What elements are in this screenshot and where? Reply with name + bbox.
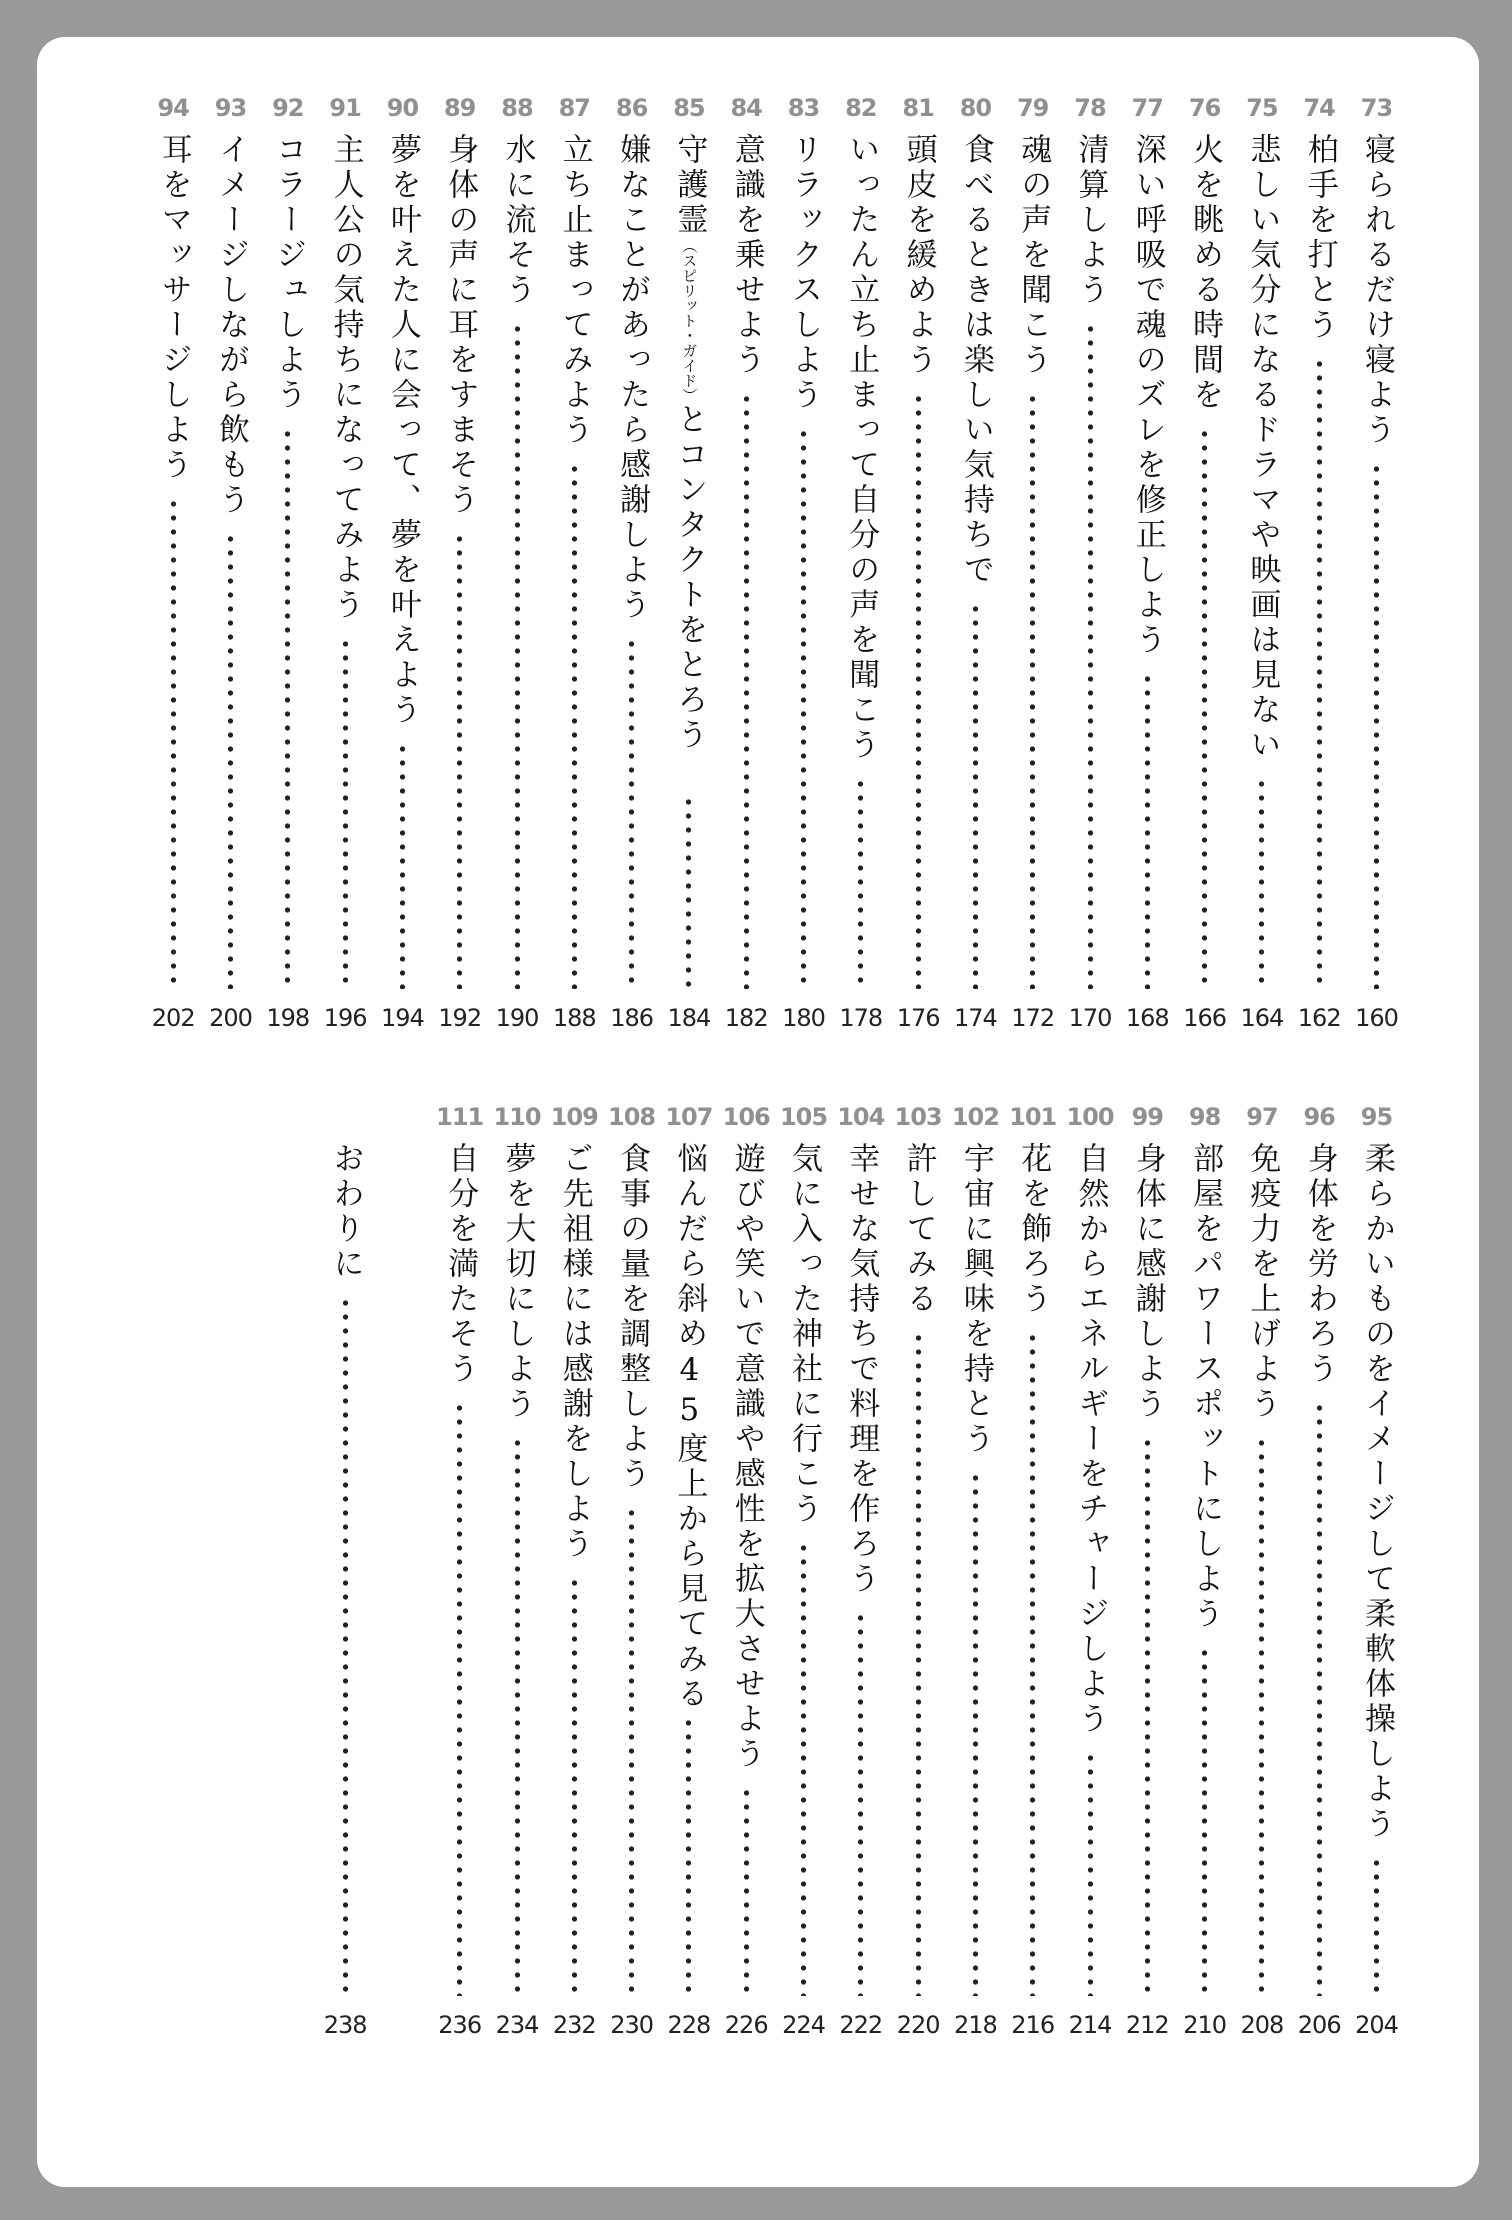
chapter-number: 102 bbox=[951, 1103, 999, 1131]
chapter-title-text: 夢を大切にしよう bbox=[499, 1142, 536, 1422]
toc-entry[interactable] bbox=[489, 93, 546, 1035]
chapter-number: 86 bbox=[615, 94, 648, 122]
chapter-number: 96 bbox=[1303, 1103, 1335, 1131]
chapter-title bbox=[1233, 1142, 1290, 1422]
chapter-title-text: 免疫力を上げよう bbox=[1244, 1142, 1281, 1422]
toc-entry[interactable] bbox=[1119, 1102, 1176, 2042]
toc-entry[interactable] bbox=[202, 93, 259, 1035]
dot-leader bbox=[1028, 1331, 1037, 1996]
dot-leader bbox=[1086, 1751, 1095, 1996]
chapter-title-text: 身体の声に耳をすまそう bbox=[442, 133, 479, 518]
chapter-title bbox=[1291, 133, 1348, 343]
chapter-title-text: 柏手を打とう bbox=[1301, 133, 1338, 343]
chapter-title bbox=[145, 133, 202, 483]
chapter-title bbox=[489, 1142, 546, 1422]
chapter-title-text: 自分を満たそう bbox=[442, 1142, 479, 1387]
toc-entry[interactable] bbox=[947, 1102, 1004, 2042]
page-number: 230 bbox=[610, 2011, 653, 2039]
dot-leader bbox=[570, 1576, 579, 1996]
page-number: 176 bbox=[896, 1004, 940, 1032]
chapter-title bbox=[431, 133, 488, 518]
dot-leader bbox=[856, 777, 865, 989]
chapter-number: 87 bbox=[558, 94, 590, 122]
chapter-title bbox=[317, 133, 374, 623]
chapter-number: 74 bbox=[1303, 94, 1335, 122]
page-number: 224 bbox=[782, 2011, 825, 2039]
chapter-title-text: 食事の量を調整しよう bbox=[614, 1142, 651, 1492]
chapter-title bbox=[1004, 1142, 1061, 1317]
page-number: 190 bbox=[495, 1004, 539, 1032]
page-number: 172 bbox=[1011, 1004, 1055, 1032]
chapter-title bbox=[603, 133, 660, 623]
chapter-title-text: 水に流そう bbox=[499, 133, 536, 308]
dot-leader bbox=[742, 392, 751, 989]
chapter-title bbox=[259, 133, 316, 413]
page-number: 184 bbox=[667, 1004, 711, 1032]
chapter-title-text: 柔らかいものをイメージして柔軟体操しよう bbox=[1359, 1142, 1395, 1842]
dot-leader bbox=[799, 427, 808, 989]
toc-entry[interactable] bbox=[1348, 1102, 1405, 2042]
chapter-number: 76 bbox=[1188, 94, 1221, 122]
chapter-title-text: 悲しい気分になるドラマや映画は見ない bbox=[1244, 133, 1281, 763]
dot-leader bbox=[513, 322, 522, 989]
toc-entry[interactable] bbox=[1062, 93, 1119, 1035]
toc-entry[interactable] bbox=[1291, 93, 1348, 1035]
page-number: 232 bbox=[552, 2011, 596, 2039]
page-number: 170 bbox=[1068, 1004, 1112, 1032]
toc-entry[interactable] bbox=[660, 1102, 717, 2042]
chapter-title bbox=[775, 1142, 832, 1527]
dot-leader bbox=[1200, 1646, 1209, 1996]
chapter-number: 88 bbox=[501, 94, 533, 122]
chapter-title-text: 悩んだら斜め45度上から見てみる bbox=[671, 1142, 708, 1712]
dot-leader bbox=[398, 742, 407, 989]
chapter-title-text: いったん立ち止まって自分の声を聞こう bbox=[843, 133, 880, 763]
toc-entry[interactable] bbox=[259, 93, 316, 1035]
dot-leader bbox=[341, 637, 350, 989]
page-number: 208 bbox=[1240, 2011, 1284, 2039]
chapter-number: 79 bbox=[1016, 94, 1049, 122]
chapter-title-text: 許してみる bbox=[900, 1142, 937, 1317]
chapter-title bbox=[1062, 133, 1119, 308]
chapter-title bbox=[374, 133, 431, 728]
chapter-title bbox=[947, 1142, 1004, 1457]
chapter-number: 95 bbox=[1360, 1103, 1393, 1131]
dot-leader bbox=[1086, 322, 1095, 989]
chapter-number: 104 bbox=[837, 1103, 885, 1131]
page-number: 168 bbox=[1125, 1004, 1169, 1032]
chapter-title-text-rest: とコンタクトをとろう bbox=[671, 403, 708, 753]
page-number: 196 bbox=[323, 1004, 367, 1032]
page-number: 164 bbox=[1240, 1004, 1284, 1032]
toc-entry[interactable] bbox=[890, 1102, 947, 2042]
chapter-title-text: 身体を労わろう bbox=[1301, 1142, 1338, 1387]
page-number: 202 bbox=[151, 1004, 195, 1032]
chapter-title bbox=[1119, 1142, 1176, 1422]
chapter-number: 75 bbox=[1246, 94, 1278, 122]
chapter-number: 98 bbox=[1188, 1103, 1221, 1131]
dot-leader bbox=[684, 1716, 693, 1996]
chapter-title bbox=[489, 133, 546, 308]
chapter-number: 97 bbox=[1246, 1103, 1278, 1131]
chapter-title bbox=[660, 1142, 717, 1712]
chapter-title-ruby: （スピリット・ガイド） bbox=[680, 238, 699, 403]
chapter-title bbox=[1176, 133, 1233, 413]
chapter-number: 90 bbox=[386, 94, 419, 122]
page-number: 234 bbox=[495, 2011, 539, 2039]
chapter-title bbox=[718, 1142, 775, 1772]
chapter-number: 103 bbox=[894, 1103, 942, 1131]
chapter-title-text: ご先祖様には感謝をしよう bbox=[556, 1142, 593, 1562]
toc-entry[interactable] bbox=[718, 1102, 775, 2042]
dot-leader bbox=[914, 1331, 923, 1996]
dot-leader bbox=[570, 462, 579, 989]
chapter-number: 91 bbox=[329, 94, 361, 122]
page-number: 192 bbox=[438, 1004, 482, 1032]
toc-entry[interactable] bbox=[603, 1102, 660, 2042]
dot-leader bbox=[455, 1401, 464, 1996]
page-number: 198 bbox=[266, 1004, 310, 1032]
chapter-title bbox=[1348, 133, 1405, 448]
dot-leader bbox=[1143, 1436, 1152, 1996]
page-number: 166 bbox=[1183, 1004, 1226, 1032]
page-number: 182 bbox=[724, 1004, 768, 1032]
chapter-number: 84 bbox=[730, 94, 762, 122]
chapter-title bbox=[546, 1142, 603, 1562]
chapter-title bbox=[775, 133, 832, 413]
chapter-title bbox=[431, 1142, 488, 1387]
dot-leader bbox=[513, 1436, 522, 1996]
toc-entry[interactable] bbox=[1291, 1102, 1348, 2042]
toc-closing-entry[interactable] bbox=[317, 1102, 374, 2042]
chapter-title bbox=[1348, 1142, 1405, 1842]
chapter-title bbox=[1176, 1142, 1233, 1632]
page-number: 186 bbox=[610, 1004, 653, 1032]
chapter-number: 92 bbox=[272, 94, 304, 122]
chapter-title-text: 部屋をパワースポットにしよう bbox=[1187, 1142, 1224, 1632]
chapter-title bbox=[202, 133, 259, 518]
chapter-title bbox=[1062, 1142, 1119, 1737]
dot-leader bbox=[1028, 392, 1037, 989]
toc-entry[interactable] bbox=[890, 93, 947, 1035]
chapter-number: 93 bbox=[214, 94, 247, 122]
chapter-title bbox=[947, 133, 1004, 588]
chapter-title bbox=[660, 133, 717, 753]
page-number: 160 bbox=[1355, 1004, 1398, 1032]
page-number: 238 bbox=[323, 2011, 367, 2039]
page-number: 218 bbox=[953, 2011, 997, 2039]
toc-entry[interactable] bbox=[1348, 93, 1405, 1035]
chapter-title-text: 身体に感謝しよう bbox=[1129, 1142, 1166, 1422]
chapter-title bbox=[1119, 133, 1176, 658]
page-number: 206 bbox=[1297, 2011, 1341, 2039]
page-number: 174 bbox=[953, 1004, 997, 1032]
dot-leader bbox=[1372, 462, 1381, 989]
toc-entry[interactable] bbox=[660, 93, 717, 1035]
toc-entry[interactable] bbox=[546, 93, 603, 1035]
toc-entry[interactable] bbox=[1119, 93, 1176, 1035]
toc-entry[interactable] bbox=[1233, 93, 1290, 1035]
chapter-title-text: 意識を乗せよう bbox=[728, 133, 765, 378]
page-number: 194 bbox=[380, 1004, 424, 1032]
toc-entry[interactable] bbox=[431, 93, 488, 1035]
dot-leader bbox=[1257, 777, 1266, 989]
chapter-number: 107 bbox=[665, 1103, 713, 1131]
chapter-title-text: 花を飾ろう bbox=[1015, 1142, 1052, 1317]
chapter-title bbox=[832, 1142, 889, 1597]
dot-leader bbox=[971, 602, 980, 989]
chapter-title bbox=[1004, 133, 1061, 378]
chapter-title-text: リラックスしよう bbox=[786, 133, 822, 413]
toc-entry[interactable] bbox=[1004, 93, 1061, 1035]
dot-leader bbox=[914, 392, 923, 989]
dot-leader bbox=[627, 637, 636, 989]
dot-leader bbox=[1315, 1401, 1324, 1996]
dot-leader bbox=[684, 795, 693, 990]
dot-leader bbox=[799, 1541, 808, 1996]
chapter-title-text: 耳をマッサージしよう bbox=[155, 133, 192, 483]
toc-entry[interactable] bbox=[947, 93, 1004, 1035]
chapter-title bbox=[546, 133, 603, 448]
page-number: 188 bbox=[552, 1004, 596, 1032]
dot-leader bbox=[971, 1471, 980, 1996]
page-number: 228 bbox=[667, 2011, 711, 2039]
page-number: 162 bbox=[1297, 1004, 1341, 1032]
chapter-title-text: 夢を叶えた人に会って、夢を叶えよう bbox=[384, 133, 421, 728]
page-number: 236 bbox=[438, 2011, 482, 2039]
chapter-title-text: イメージしながら飲もう bbox=[213, 133, 249, 518]
chapter-number: 109 bbox=[550, 1103, 598, 1131]
toc-entry[interactable] bbox=[718, 93, 775, 1035]
toc-entry[interactable] bbox=[775, 93, 832, 1035]
chapter-title-text: 自然からエネルギーをチャージしよう bbox=[1072, 1142, 1109, 1737]
toc-entry[interactable] bbox=[1176, 1102, 1233, 2042]
chapter-number: 101 bbox=[1009, 1103, 1057, 1131]
chapter-number: 82 bbox=[845, 94, 877, 122]
page-number: 178 bbox=[839, 1004, 883, 1032]
toc-entry[interactable] bbox=[145, 93, 202, 1035]
page-number: 216 bbox=[1011, 2011, 1055, 2039]
chapter-title bbox=[890, 1142, 947, 1317]
toc-page bbox=[37, 37, 1479, 2187]
chapter-number: 83 bbox=[787, 94, 820, 122]
dot-leader bbox=[283, 427, 292, 989]
chapter-number: 106 bbox=[722, 1103, 770, 1131]
toc-entry[interactable] bbox=[603, 93, 660, 1035]
toc-entry[interactable] bbox=[374, 93, 431, 1035]
chapter-title-text: 気に入った神社に行こう bbox=[786, 1142, 822, 1527]
chapter-number: 85 bbox=[673, 94, 705, 122]
chapter-title-text: 火を眺める時間を bbox=[1187, 133, 1224, 413]
toc-entry[interactable] bbox=[1062, 1102, 1119, 2042]
chapter-title-text: 嫌なことがあったら感謝しよう bbox=[614, 133, 651, 623]
toc-entry[interactable] bbox=[1233, 1102, 1290, 2042]
toc-entry[interactable] bbox=[431, 1102, 488, 2042]
dot-leader bbox=[341, 1296, 350, 1996]
dot-leader bbox=[226, 532, 235, 989]
page-number: 214 bbox=[1068, 2011, 1112, 2039]
chapter-title-text: 寝られるだけ寝よう bbox=[1359, 133, 1395, 448]
chapter-title-text: 主人公の気持ちになってみよう bbox=[327, 133, 364, 623]
toc-entry[interactable] bbox=[317, 93, 374, 1035]
dot-leader bbox=[1372, 1856, 1381, 1996]
chapter-number: 105 bbox=[779, 1103, 828, 1131]
dot-leader bbox=[1257, 1436, 1266, 1996]
toc-entry[interactable] bbox=[832, 93, 889, 1035]
chapter-number: 111 bbox=[436, 1103, 484, 1131]
chapter-title-text: 宇宙に興味を持とう bbox=[957, 1142, 994, 1457]
toc-entry[interactable] bbox=[546, 1102, 603, 2042]
page-number: 180 bbox=[782, 1004, 825, 1032]
chapter-title bbox=[1291, 1142, 1348, 1387]
dot-leader bbox=[856, 1611, 865, 1996]
page-number: 204 bbox=[1355, 2011, 1398, 2039]
toc-entry[interactable] bbox=[832, 1102, 889, 2042]
chapter-number: 81 bbox=[902, 94, 934, 122]
chapter-number: 94 bbox=[157, 94, 189, 122]
chapter-title-text: 頭皮を緩めよう bbox=[900, 133, 937, 378]
toc-entry[interactable] bbox=[489, 1102, 546, 2042]
chapter-number: 78 bbox=[1074, 94, 1106, 122]
chapter-title-text: コラージュしよう bbox=[270, 133, 307, 413]
page-number: 222 bbox=[839, 2011, 883, 2039]
chapter-number: 73 bbox=[1360, 94, 1393, 122]
chapter-title bbox=[317, 1142, 374, 1282]
chapter-title bbox=[603, 1142, 660, 1492]
chapter-title-text: 遊びや笑いで意識や感性を拡大させよう bbox=[728, 1142, 765, 1772]
chapter-title-text: 守護霊 bbox=[671, 133, 708, 238]
chapter-title bbox=[718, 133, 775, 378]
chapter-title bbox=[1233, 133, 1290, 763]
dot-leader bbox=[1315, 357, 1324, 989]
dot-leader bbox=[455, 532, 464, 989]
dot-leader bbox=[627, 1506, 636, 1996]
page-number: 226 bbox=[724, 2011, 768, 2039]
chapter-title-text: 清算しよう bbox=[1072, 133, 1109, 308]
dot-leader bbox=[169, 497, 178, 989]
dot-leader bbox=[1143, 672, 1152, 989]
chapter-title-text: 立ち止まってみよう bbox=[556, 133, 593, 448]
toc-entry[interactable] bbox=[1176, 93, 1233, 1035]
chapter-title-text: 食べるときは楽しい気持ちで bbox=[957, 133, 994, 588]
dot-leader bbox=[742, 1786, 751, 1996]
toc-entry[interactable] bbox=[1004, 1102, 1061, 2042]
chapter-title-text: 魂の声を聞こう bbox=[1015, 133, 1052, 378]
chapter-number: 108 bbox=[608, 1103, 656, 1131]
page-number: 212 bbox=[1125, 2011, 1169, 2039]
chapter-title bbox=[890, 133, 947, 378]
chapter-number: 80 bbox=[959, 94, 992, 122]
chapter-number: 100 bbox=[1066, 1103, 1114, 1131]
toc-entry[interactable] bbox=[775, 1102, 832, 2042]
chapter-title-text: おわりに bbox=[327, 1142, 364, 1282]
dot-leader bbox=[1200, 427, 1209, 989]
page-number: 210 bbox=[1183, 2011, 1226, 2039]
chapter-number: 99 bbox=[1131, 1103, 1163, 1131]
chapter-title bbox=[832, 133, 889, 763]
chapter-number: 77 bbox=[1131, 94, 1163, 122]
page-number: 200 bbox=[209, 1004, 252, 1032]
chapter-title-text: 幸せな気持ちで料理を作ろう bbox=[843, 1142, 880, 1597]
chapter-number: 110 bbox=[493, 1103, 541, 1131]
chapter-title-text: 深い呼吸で魂のズレを修正しよう bbox=[1129, 133, 1166, 658]
page-number: 220 bbox=[896, 2011, 940, 2039]
chapter-number: 89 bbox=[443, 94, 476, 122]
